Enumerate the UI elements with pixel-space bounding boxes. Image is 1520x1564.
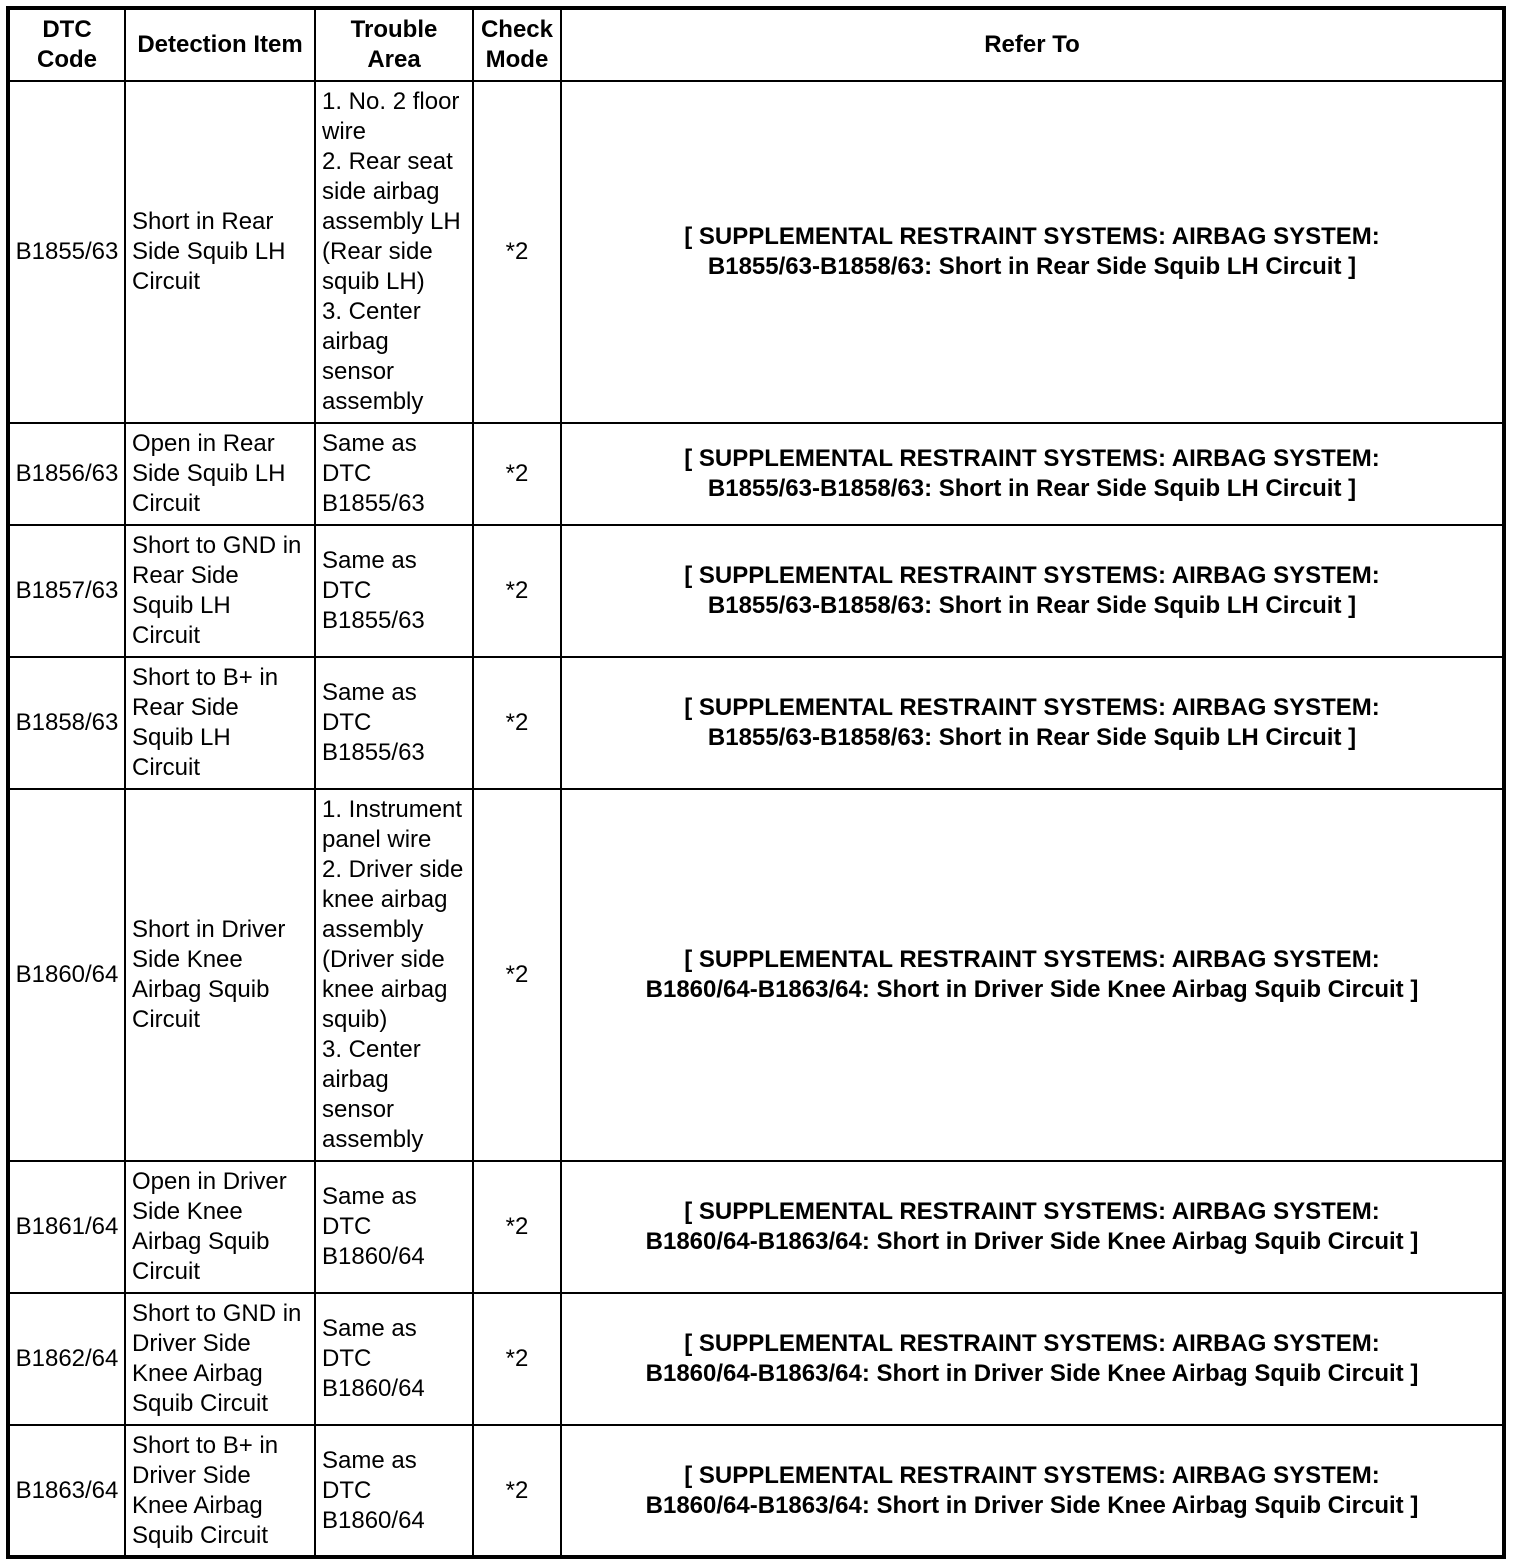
check-mode-cell: *2 <box>473 423 561 525</box>
refer-to-link[interactable]: [ SUPPLEMENTAL RESTRAINT SYSTEMS: AIRBAG SYSTEM: B1855/63-B1858/63: Short in Rear Side Squib LH Circuit ] <box>561 525 1504 657</box>
refer-to-link[interactable]: [ SUPPLEMENTAL RESTRAINT SYSTEMS: AIRBAG SYSTEM: B1860/64-B1863/64: Short in Driver Side Knee Airbag Squib Circuit ] <box>561 1293 1504 1425</box>
table-row <box>8 423 1504 525</box>
header-check-mode: Check Mode <box>473 8 561 81</box>
table-row <box>8 1425 1504 1557</box>
dtc-code-cell: B1863/64 <box>8 1425 125 1557</box>
check-mode-cell: *2 <box>473 1161 561 1293</box>
refer-to-link[interactable]: [ SUPPLEMENTAL RESTRAINT SYSTEMS: AIRBAG SYSTEM: B1860/64-B1863/64: Short in Driver Side Knee Airbag Squib Circuit ] <box>561 1161 1504 1293</box>
table-row <box>8 657 1504 789</box>
check-mode-cell: *2 <box>473 81 561 423</box>
dtc-code-cell: B1858/63 <box>8 657 125 789</box>
header-trouble-area: Trouble Area <box>315 8 473 81</box>
trouble-area-cell: Same as DTC B1860/64 <box>315 1161 473 1293</box>
check-mode-cell: *2 <box>473 1293 561 1425</box>
dtc-code-cell: B1861/64 <box>8 1161 125 1293</box>
check-mode-cell: *2 <box>473 1425 561 1557</box>
trouble-area-cell: 1. No. 2 floor wire 2. Rear seat side airbag assembly LH (Rear side squib LH) 3. Center airbag sensor assembly <box>315 81 473 423</box>
detection-item-cell: Short to GND in Rear Side Squib LH Circuit <box>125 525 315 657</box>
detection-item-cell: Short to GND in Driver Side Knee Airbag Squib Circuit <box>125 1293 315 1425</box>
check-mode-cell: *2 <box>473 657 561 789</box>
check-mode-cell: *2 <box>473 525 561 657</box>
header-row <box>8 8 1504 81</box>
trouble-area-cell: Same as DTC B1855/63 <box>315 657 473 789</box>
table-body <box>8 81 1504 1557</box>
table-row <box>8 1161 1504 1293</box>
trouble-area-cell: Same as DTC B1855/63 <box>315 423 473 525</box>
detection-item-cell: Open in Rear Side Squib LH Circuit <box>125 423 315 525</box>
dtc-code-cell: B1855/63 <box>8 81 125 423</box>
table-row <box>8 789 1504 1161</box>
dtc-code-cell: B1857/63 <box>8 525 125 657</box>
check-mode-cell: *2 <box>473 789 561 1161</box>
dtc-table <box>6 6 1506 1559</box>
refer-to-link[interactable]: [ SUPPLEMENTAL RESTRAINT SYSTEMS: AIRBAG SYSTEM: B1855/63-B1858/63: Short in Rear Side Squib LH Circuit ] <box>561 423 1504 525</box>
detection-item-cell: Open in Driver Side Knee Airbag Squib Circuit <box>125 1161 315 1293</box>
refer-to-link[interactable]: [ SUPPLEMENTAL RESTRAINT SYSTEMS: AIRBAG SYSTEM: B1860/64-B1863/64: Short in Driver Side Knee Airbag Squib Circuit ] <box>561 1425 1504 1557</box>
trouble-area-cell: Same as DTC B1860/64 <box>315 1425 473 1557</box>
table-row <box>8 525 1504 657</box>
refer-to-link[interactable]: [ SUPPLEMENTAL RESTRAINT SYSTEMS: AIRBAG SYSTEM: B1855/63-B1858/63: Short in Rear Side Squib LH Circuit ] <box>561 657 1504 789</box>
refer-to-link[interactable]: [ SUPPLEMENTAL RESTRAINT SYSTEMS: AIRBAG SYSTEM: B1860/64-B1863/64: Short in Driver Side Knee Airbag Squib Circuit ] <box>561 789 1504 1161</box>
header-detection-item: Detection Item <box>125 8 315 81</box>
refer-to-link[interactable]: [ SUPPLEMENTAL RESTRAINT SYSTEMS: AIRBAG SYSTEM: B1855/63-B1858/63: Short in Rear Side Squib LH Circuit ] <box>561 81 1504 423</box>
dtc-code-cell: B1860/64 <box>8 789 125 1161</box>
table-row <box>8 1293 1504 1425</box>
table-row <box>8 81 1504 423</box>
header-dtc-code: DTC Code <box>8 8 125 81</box>
dtc-code-cell: B1862/64 <box>8 1293 125 1425</box>
detection-item-cell: Short to B+ in Rear Side Squib LH Circuit <box>125 657 315 789</box>
detection-item-cell: Short to B+ in Driver Side Knee Airbag Squib Circuit <box>125 1425 315 1557</box>
trouble-area-cell: Same as DTC B1855/63 <box>315 525 473 657</box>
detection-item-cell: Short in Rear Side Squib LH Circuit <box>125 81 315 423</box>
header-refer-to: Refer To <box>561 8 1504 81</box>
detection-item-cell: Short in Driver Side Knee Airbag Squib Circuit <box>125 789 315 1161</box>
dtc-code-cell: B1856/63 <box>8 423 125 525</box>
trouble-area-cell: Same as DTC B1860/64 <box>315 1293 473 1425</box>
table-header <box>8 8 1504 81</box>
trouble-area-cell: 1. Instrument panel wire 2. Driver side knee airbag assembly (Driver side knee airbag squib) 3. Center airbag sensor assembly <box>315 789 473 1161</box>
